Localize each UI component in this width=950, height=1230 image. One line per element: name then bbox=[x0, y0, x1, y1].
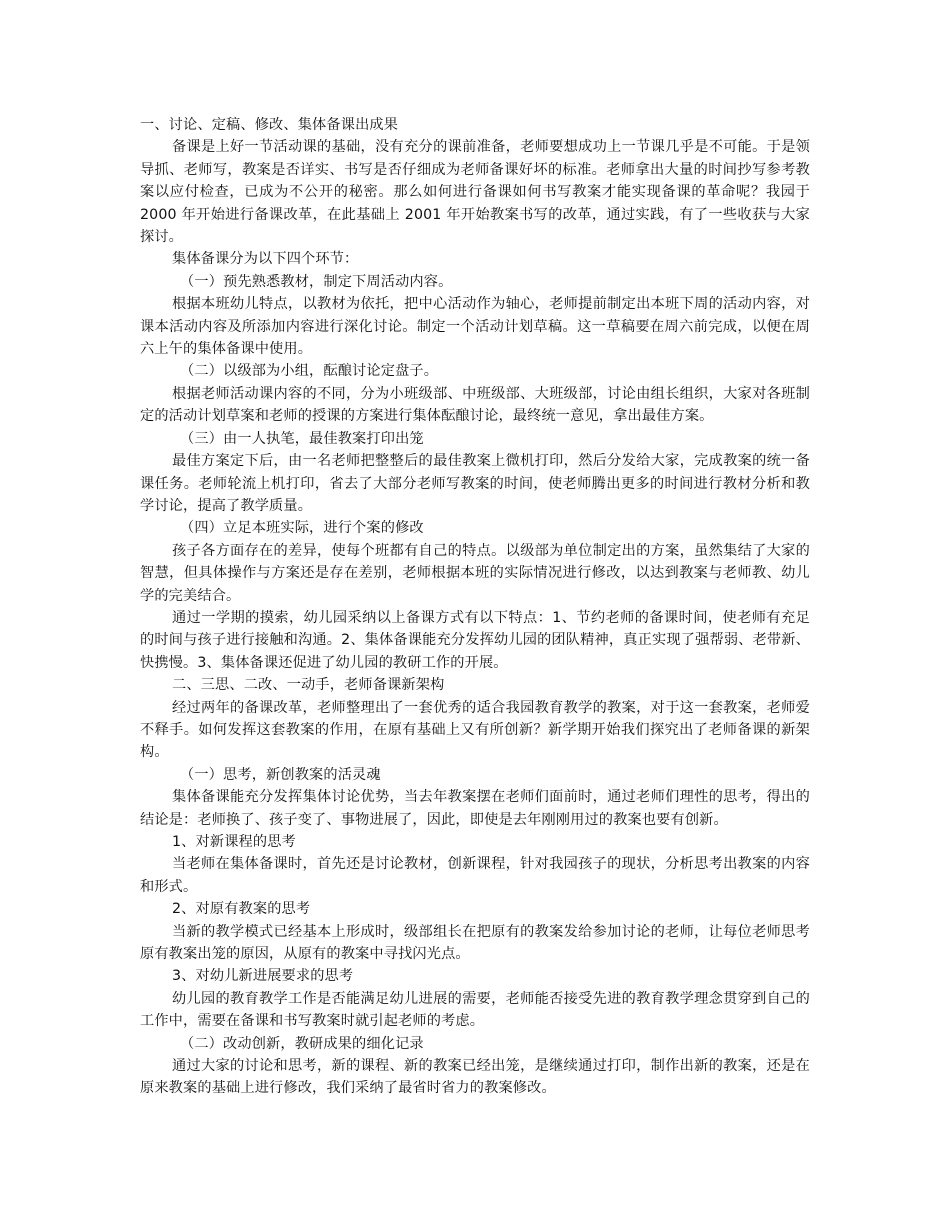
subheading: （二）改动创新，教研成果的细化记录 bbox=[180, 1035, 424, 1052]
subheading: （三）由一人执笔，最佳教案打印出笼 bbox=[180, 430, 424, 447]
paragraph: 经过两年的备课改革，老师整理出了一套优秀的适合我园教育教学的教案，对于这一套教案，老师爱不释手。如何发挥这套教案的作用，在原有基础上又有所创新？新学期开始我们探究出了老师备课的新架构。 bbox=[140, 699, 810, 761]
subheading: （二）以级部为小组，酝酿讨论定盘子。 bbox=[180, 363, 439, 380]
paragraph: 备课是上好一节活动课的基础，没有充分的课前准备，老师要想成功上一节课几乎是不可能。于是领导抓、老师写，教案是否详实、书写是否仔细成为老师备课好坏的标准。老师拿出大量的时间抄写参考教案以应付检查，已成为不公开的秘密。那么如何进行备课如何书写教案才能实现备课的革命呢？我园于 2000 年开始进行备课改革，在此基础上 2001 年开始教案书写的改革，通过实践，有了一些收获与大家探讨。 bbox=[140, 139, 810, 246]
paragraph: 根据本班幼儿特点，以教材为依托，把中心活动作为轴心，老师提前制定出本班下周的活动内容，对课本活动内容及所添加内容进行深化讨论。制定一个活动计划草稿。这一草稿要在周六前完成，以便在周六上午的集体备课中使用。 bbox=[140, 296, 810, 358]
paragraph: 幼儿园的教育教学工作是否能满足幼儿进展的需要，老师能否接受先进的教育教学理念贯穿到自己的工作中，需要在备课和书写教案时就引起老师的考虑。 bbox=[140, 990, 810, 1030]
subheading: （四）立足本班实际，进行个案的修改 bbox=[180, 520, 424, 537]
paragraph: 当新的教学模式已经基本上形成时，级部组长在把原有的教案发给参加讨论的老师，让每位老师思考原有教案出笼的原因，从原有的教案中寻找闪光点。 bbox=[140, 923, 810, 963]
numbered-heading: 1、对新课程的思考 bbox=[172, 834, 296, 850]
paragraph: 孩子各方面存在的差异，使每个班都有自己的特点。以级部为单位制定出的方案，虽然集结了大家的智慧，但具体操作与方案还是存在差别，老师根据本班的实际情况进行修改，以达到教案与老师教、幼儿学的完美结合。 bbox=[140, 542, 810, 604]
paragraph: 最佳方案定下后，由一名老师把整整后的最佳教案上微机打印，然后分发给大家，完成教案的统一备课任务。老师轮流上机打印，省去了大部分老师写教案的时间，使老师腾出更多的时间进行教材分析和教学讨论，提高了教学质量。 bbox=[140, 453, 810, 514]
paragraph: 集体备课分为以下四个环节： bbox=[172, 251, 359, 268]
paragraph: 当老师在集体备课时，首先还是讨论教材，创新课程，针对我园孩子的现状，分析思考出教案的内容和形式。 bbox=[140, 856, 810, 895]
paragraph: 集体备课能充分发挥集体讨论优势，当去年教案摆在老师们面前时，通过老师们理性的思考，得出的结论是：老师换了、孩子变了、事物进展了，因此，即使是去年刚刚用过的教案也要有创新。 bbox=[140, 789, 810, 828]
numbered-heading: 3、对幼儿新进展要求的思考 bbox=[172, 968, 354, 985]
subheading: （一）思考，新创教案的活灵魂 bbox=[180, 766, 381, 783]
section-heading-1: 一、讨论、定稿、修改、集体备课出成果 bbox=[140, 117, 399, 133]
paragraph: 根据老师活动课内容的不同，分为小班级部、中班级部、大班级部，讨论由组长组织，大家对各班制定的活动计划草案和老师的授课的方案进行集体酝酿讨论，最终统一意见，拿出最佳方案。 bbox=[140, 385, 810, 425]
paragraph: 通过一学期的摸索，幼儿园采纳以上备课方式有以下特点：1、节约老师的备课时间，使老师有充足的时间与孩子进行接触和沟通。2、集体备课能充分发挥幼儿园的团队精神，真正实现了强帮弱、老带新、快携慢。3、集体备课还促进了幼儿园的教研工作的开展。 bbox=[140, 609, 810, 671]
numbered-heading: 2、对原有教案的思考 bbox=[172, 901, 311, 918]
document-body bbox=[140, 114, 810, 1100]
subheading: （一）预先熟悉教材，制定下周活动内容。 bbox=[180, 273, 453, 290]
section-heading-2: 二、三思、二改、一动手，老师备课新架构 bbox=[172, 677, 445, 694]
paragraph: 通过大家的讨论和思考，新的课程、新的教案已经出笼，是继续通过打印，制作出新的教案，还是在原来教案的基础上进行修改，我们采纳了最省时省力的教案修改。 bbox=[140, 1058, 810, 1097]
